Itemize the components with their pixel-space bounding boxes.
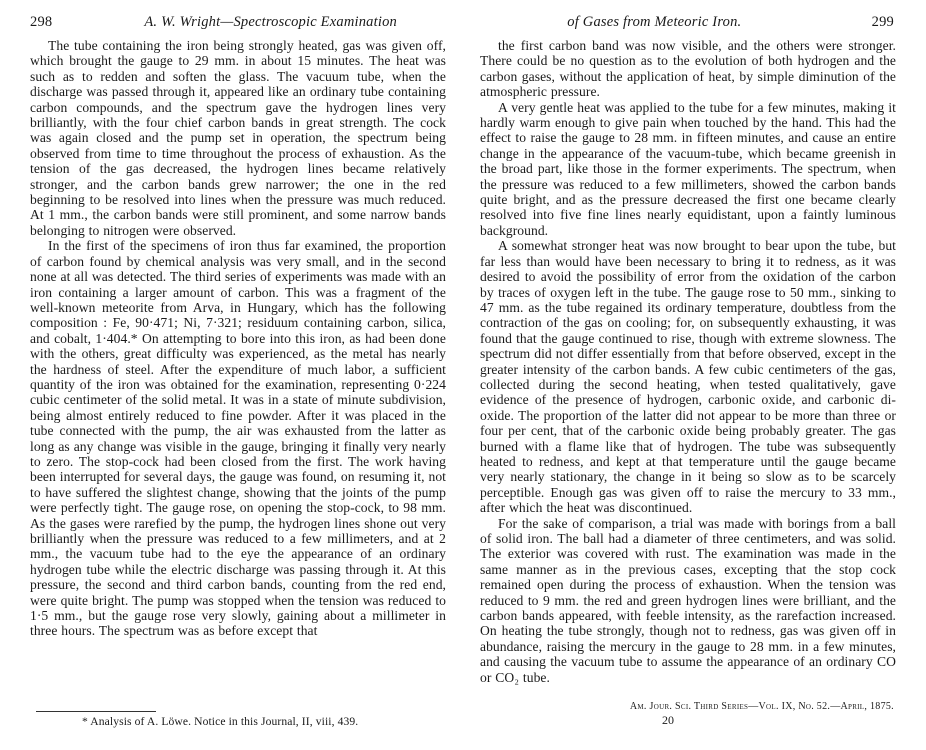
left-column-footer	[26, 705, 442, 728]
left-column-body	[30, 38, 446, 639]
page-number-left: 298	[30, 14, 53, 30]
page-number-right: 299	[871, 14, 894, 30]
signature-number: 20	[662, 713, 674, 727]
running-head	[26, 14, 900, 34]
text-columns	[26, 38, 900, 728]
right-column	[480, 38, 900, 728]
footnote-divider	[36, 711, 156, 712]
journal-imprint-line: Am. Jour. Sci. Third Series—Vol. IX, No. 52.—April, 1875.	[629, 701, 894, 712]
running-head-left	[26, 14, 463, 31]
running-head-title-right: of Gases from Meteoric Iron.	[567, 14, 742, 30]
footnote: * Analysis of A. Löwe. Notice in this Journal, II, viii, 439.	[82, 715, 359, 728]
paragraph: A very gentle heat was applied to the tube for a few minutes, making it hardly warm enough to give pain when touched by the hand. This had the effect to raise the gauge to 28 mm. in fifteen minutes, and cause an entire change in the appearance of the vacuum-tube, which became greenish in the broad part, like those in the former experiments. The spectrum, when the pressure was reduced to a few millimeters, showed the carbon bands quite bright, and as the pressure decreased the first one became clearly resolved into five fine lines nearly equidistant, upon a faintly luminous background.	[480, 99, 896, 238]
paragraph: For the sake of comparison, a trial was made with borings from a ball of solid iron. The ball had a diameter of three centimeters, and was solid. The exterior was covered with rust. The examination was made in the same manner as in the previous cases, excepting that the stop cock remained open during the process of exhaustion. When the tension was reduced to 9 mm. the red and green hydrogen lines were brilliant, and the carbon bands appeared, with feeble intensity, as the rarefaction increased. On heating the tube strongly, though not to redness, gas was given off in abundance, raising the mercury in the gauge to 28 mm. in a few minutes, and causing the vacuum tube to assume the appearance of an ordinary CO or CO₂ tube.	[480, 515, 896, 685]
right-column-body	[480, 38, 896, 685]
right-column-footer	[480, 701, 896, 728]
paragraph: the first carbon band was now visible, and the others were stronger. There could be no question as to the evolution of both hydrogen and the carbon gases, without the application of heat, by simple diminution of the atmospheric pressure.	[480, 38, 896, 100]
running-head-right	[463, 14, 900, 31]
left-column	[26, 38, 446, 728]
paragraph: In the first of the specimens of iron thus far examined, the proportion of carbon found by chemical analysis was very small, and in the second none at all was detected. The third series of experiments was made with an iron containing a larger amount of carbon. This was a fragment of the well-known meteorite from Arva, in Hungary, which has the following composition : Fe, 90·471; Ni, 7·321; residuum containing carbon, silica, and cobalt, 1·404.* On attempting to bore into this iron, as had been done with the others, great difficulty was experienced, as the metal has nearly the hardness of steel. After the expenditure of much labor, a sufficient quantity of the iron was obtained for the examination, representing 0·224 cubic centimeter of the solid metal. It was in a state of minute subdivision, being almost entirely reduced to fine powder. After it was placed in the tube connected with the pump, the air was exhausted from the latter as long as any change was visible in the gauge, bringing it finally very nearly to zero. The stop-cock had been closed from the first. The work having been interrupted for several days, the gauge was found, on resuming it, not to have suffered the slightest change, showing that the joints of the pump were perfectly tight. The gauge rose, on opening the stop-cock, to 98 mm. As the gases were rarefied by the pump, the hydrogen lines shone out very brilliantly when the pressure was reduced to a few millimeters, and at 2 mm., the vacuum tube had to the eye the appearance of an ordinary hydrogen tube while the electric discharge was passing through it. At this pressure, the second and third carbon bands, counting from the red end, were quite bright. The pump was stopped when the tension was reduced to 1·5 mm., but the gauge rose very slowly, gaining about a millimeter in three hours. The spectrum was as before except that	[30, 238, 446, 639]
paragraph: The tube containing the iron being strongly heated, gas was given off, which brought the gauge to 29 mm. in about 15 minutes. The heat was such as to redden and soften the glass. The vacuum tube, when the discharge was passed through it, appeared like an ordinary tube containing carbon compounds, and the spectrum gave the hydrogen lines very brilliantly, with the four chief carbon bands in great strength. The cock was again closed and the pump set in operation, the spectrum being observed from time to time throughout the process of exhaustion. As the tension of the gas decreased, the hydrogen lines became relatively stronger, and the carbon bands grew narrower; the one in the red beginning to be resolved into lines when the pressure was much reduced. At 1 mm., the carbon bands were still prominent, and some narrow bands belonging to nitrogen were observed.	[30, 38, 446, 238]
running-head-title-left: A. W. Wright—Spectroscopic Examination	[144, 14, 397, 30]
paragraph: A somewhat stronger heat was now brought to bear upon the tube, but far less than would have been necessary to bring it to redness, as it was desired to avoid the possibility of error from the oxidation of the carbon by traces of oxygen left in the tube. The gauge rose to 50 mm., sinking to 47 mm. as the tube regained its ordinary temperature, doubtless from the contraction of the gas on cooling; for, on subsequently exhausting, it was found that the gauge continued to rise, though with extreme slowness. The spectrum did not differ essentially from that before observed, except in the greater intensity of the carbon bands. A few cubic centimeters of the gas, collected during the second heating, when tested qualitatively, gave evidence of the presence of hydrogen, carbonic oxide, and carbonic di-oxide. The proportion of the latter did not appear to be more than three or four per cent, that of the carbonic oxide being probably greater. The gas burned with a flame like that of hydrogen. The tube was subsequently heated to redness, and kept at that temperature until the gauge became very nearly stationary, the change in it being so slow as to be scarcely perceptible. Enough gas was given off to raise the mercury to 33 mm., after which the heat was discontinued.	[480, 238, 896, 516]
